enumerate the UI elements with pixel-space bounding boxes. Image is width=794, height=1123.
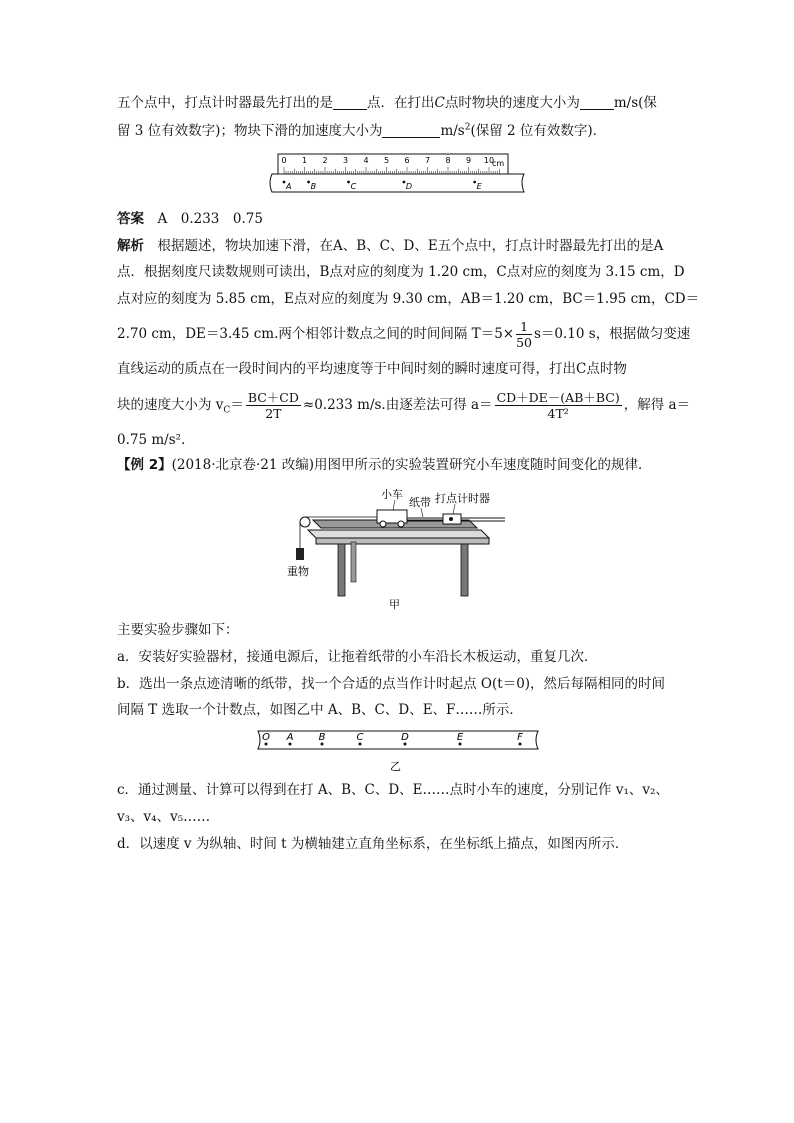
text: 2.70 cm，DE＝3.45 cm.两个相邻计数点之间的时间间隔 T＝5× <box>117 326 515 342</box>
step-c-line-2 <box>117 807 677 827</box>
tape-dot <box>347 181 350 184</box>
pulley-icon <box>300 517 310 527</box>
answer-label: 答案 <box>117 211 144 227</box>
tape-dot <box>404 743 407 746</box>
text: 留 3 位有效数字)；物块下滑的加速度大小为 <box>117 123 383 139</box>
text: 0.75 m/s². <box>117 432 186 448</box>
fraction-velocity <box>246 390 301 421</box>
tape-point-label: O <box>262 732 270 743</box>
text: 根据题述，物块加速下滑，在A、B、C、D、E五个点中，打点计时器最先打出的是A <box>157 238 664 254</box>
timer-detail <box>449 517 453 521</box>
paper-tape <box>258 731 538 749</box>
text: v₃、v₄、v₅…… <box>117 809 211 825</box>
figure-caption: 乙 <box>390 760 401 773</box>
example-2-line <box>117 455 677 475</box>
denominator: 4T² <box>547 406 569 421</box>
ruler-tick-label: 8 <box>445 156 451 165</box>
numerator: 1 <box>516 319 532 335</box>
text: 直线运动的质点在一段时间内的平均速度等于中间时刻的瞬时速度可得，打出C点时物 <box>117 361 627 377</box>
text: 主要实验步骤如下： <box>117 622 239 638</box>
question-line-2 <box>117 121 677 141</box>
text: 点．在打出 <box>367 95 435 111</box>
text: 点．根据刻度尺读数规则可读出，B点对应的刻度为 1.20 cm，C点对应的刻度为 3.15 cm，D <box>117 264 685 280</box>
apparatus-figure <box>283 482 508 612</box>
numerator: BC＋CD <box>247 390 299 405</box>
ruler-tick-label: 7 <box>424 156 431 165</box>
ruler-figure <box>268 152 530 196</box>
fraction-1-50 <box>516 319 532 350</box>
text: ＝ <box>230 397 244 413</box>
analysis-line-1 <box>117 236 677 256</box>
tape-dot <box>459 743 462 746</box>
step-b-line-2 <box>117 700 677 720</box>
tape-point-label: C <box>350 182 357 191</box>
answer-blank-2 <box>580 95 614 110</box>
text: m/s(保 <box>613 95 657 111</box>
tape-point-label: F <box>517 732 523 743</box>
table-leg <box>351 542 356 582</box>
tape-dot <box>265 743 268 746</box>
analysis-line-4 <box>117 318 691 350</box>
text: C <box>434 95 445 111</box>
tape-point-label: B <box>318 732 326 743</box>
tape-point-label: B <box>310 182 317 191</box>
text: 间隔 T 选取一个计数点，如图乙中 A、B、C、D、E、F……所示． <box>117 702 523 718</box>
tape-point-label: A <box>286 732 294 743</box>
tape-point-label: D <box>401 732 409 743</box>
label-pointer <box>453 504 455 514</box>
tape-point-label: D <box>405 182 413 191</box>
analysis-line-3 <box>117 289 700 309</box>
tape-dot <box>307 181 310 184</box>
text: 块的速度大小为 v <box>117 397 224 413</box>
ruler-tick-label: 2 <box>322 156 328 165</box>
analysis-line-2 <box>117 262 685 282</box>
fraction-acceleration <box>495 390 622 421</box>
cart-wheel <box>398 521 404 527</box>
tape-dot <box>289 743 292 746</box>
text: c．通过测量、计算可以得到在打 A、B、C、D、E……点时小车的速度，分别记作 v₁、v₂、 <box>117 782 669 798</box>
cart-wheel <box>380 521 386 527</box>
label-cart: 小车 <box>381 488 403 501</box>
ruler-tick-label: 3 <box>342 156 349 165</box>
tape-dot <box>283 181 286 184</box>
numerator: CD＋DE－(AB＋BC) <box>496 390 620 405</box>
label-tape: 纸带 <box>409 496 431 509</box>
text: s＝0.10 s，根据做匀变速 <box>534 326 691 342</box>
tape-point-label: E <box>456 732 464 743</box>
text: 点时物块的速度大小为 <box>444 95 580 111</box>
ruler-tick-label: 5 <box>383 156 390 165</box>
steps-intro <box>117 620 677 640</box>
step-b-line-1 <box>117 674 677 694</box>
ruler-tick-label: 0 <box>281 156 287 165</box>
ruler-tick-label: 4 <box>363 156 369 165</box>
question-line-1 <box>117 93 677 113</box>
example-tag: 【例 2】 <box>117 457 172 473</box>
denominator: 2T <box>265 406 282 421</box>
step-a <box>117 647 677 667</box>
text: 点对应的刻度为 5.85 cm，E点对应的刻度为 9.30 cm，AB＝1.20 cm，BC＝1.95 cm，CD＝ <box>117 291 700 307</box>
tape-dot <box>359 743 362 746</box>
step-d <box>117 834 677 854</box>
tape-dot <box>473 181 476 184</box>
ruler-tick-label: 10 <box>483 156 495 165</box>
table-edge <box>316 538 489 544</box>
text: ≈0.233 m/s.由逐差法可得 a＝ <box>302 397 493 413</box>
text: (保留 2 位有效数字)． <box>470 123 607 139</box>
text: ，解得 a＝ <box>623 397 691 413</box>
ruler-tick-label: 1 <box>301 156 308 165</box>
text: (2018·北京卷·21 改编)用图甲所示的实验装置研究小车速度随时间变化的规律． <box>171 457 652 473</box>
weight-icon <box>296 548 304 560</box>
ruler-tick-label: 6 <box>404 156 410 165</box>
tape-dot <box>519 743 522 746</box>
label-pointer <box>421 508 423 517</box>
analysis-line-6 <box>117 388 691 422</box>
table-top <box>308 530 489 538</box>
label-weight: 重物 <box>287 565 309 578</box>
tape-figure <box>252 728 544 774</box>
analysis-line-7 <box>117 430 677 450</box>
text: b．选出一条点迹清晰的纸带，找一个合适的点当作计时起点 O(t＝0)，然后每隔相同的时间 <box>117 676 666 692</box>
text: m/s <box>440 123 465 139</box>
answer-text: A 0.233 0.75 <box>157 211 263 227</box>
ruler-unit: cm <box>492 159 505 168</box>
table-leg <box>338 544 345 596</box>
ruler-tick-label: 9 <box>465 156 472 165</box>
superscript: 2 <box>464 122 471 133</box>
subscript: C <box>223 405 231 416</box>
figure-caption: 甲 <box>389 598 400 611</box>
answer-blank-3 <box>382 123 440 138</box>
tape-point-label: A <box>286 182 292 191</box>
tape-dot <box>403 181 406 184</box>
answer-line <box>117 209 677 229</box>
label-timer: 打点计时器 <box>435 492 490 505</box>
tape-point-label: C <box>356 732 364 743</box>
label-pointer <box>393 500 395 510</box>
tape-dot <box>321 743 324 746</box>
analysis-label: 解析 <box>117 238 144 254</box>
tape-point-label: E <box>476 182 482 191</box>
analysis-line-5 <box>117 359 677 379</box>
text: a．安装好实验器材，接通电源后，让拖着纸带的小车沿长木板运动，重复几次． <box>117 649 598 665</box>
text: 五个点中，打点计时器最先打出的是 <box>117 95 333 111</box>
text: d．以速度 v 为纵轴、时间 t 为横轴建立直角坐标系，在坐标纸上描点，如图丙所示． <box>117 836 629 852</box>
table-leg <box>461 544 468 596</box>
step-c-line-1 <box>117 780 677 800</box>
denominator: 50 <box>516 335 532 350</box>
answer-blank-1 <box>333 95 367 110</box>
